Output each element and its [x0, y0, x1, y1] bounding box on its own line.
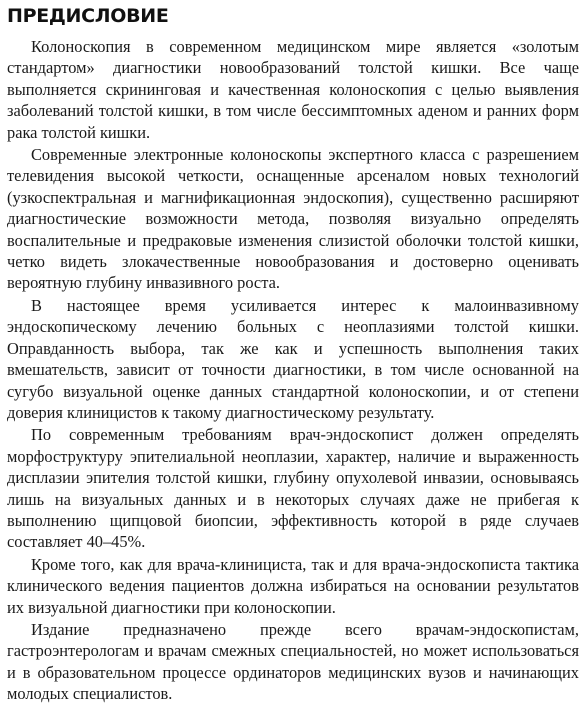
paragraph-3: В настоящее время усиливается интерес к малоинвазивному эндоскопическому лечению больных с неоплазиями толстой кишки. Оправданность выбора, так же как и успешность выполнения таких вмешательств, зависит от точности диагностики, в том числе основанной на сугубо визуальной оценке данных стандартной колоноскопии, и от степени доверия клиницистов к такому диагностическому результату. — [7, 295, 579, 422]
paragraph-5: Кроме того, как для врача-клинициста, так и для врача-эндоскописта тактика клинического ведения пациентов должна избираться на основании результатов их визуальной диагностики при колоноскопии. — [7, 554, 579, 617]
document-page — [7, 4, 579, 706]
paragraph-6: Издание предназначено прежде всего врачам-эндоскопистам, гастроэнтерологам и врачам смежных специальностей, но может использоваться и в образовательном процессе ординаторов медицинских вузов и начинающих молодых специалистов. — [7, 619, 579, 704]
paragraph-1: Колоноскопия в современном медицинском мире является «золотым стандартом» диагностики новообразований толстой кишки. Все чаще выполняется скрининговая и качественная колоноскопия с целью выявления заболеваний толстой кишки, в том числе бессимптомных аденом и ранних форм рака толстой кишки. — [7, 37, 579, 142]
paragraph-2: Современные электронные колоноскопы экспертного класса с разрешением телевидения высокой четкости, оснащенные арсеналом новых технологий (узкоспектральная и магнификационная эндоскопия), существенно расширяют диагностические возможности метода, позволяя визуально определять воспалительные и предраковые изменения слизистой оболочки толстой кишки, четко видеть злокачественные новообразования и достоверно оценивать вероятную глубину инвазивного роста. — [7, 145, 579, 293]
paragraph-4: По современным требованиям врач-эндоскопист должен определять морфоструктуру эпителиальной неоплазии, характер, наличие и выраженность дисплазии эпителия толстой кишки, глубину опухолевой инвазии, основываясь лишь на визуальных данных и в некоторых случаях даже не прибегая к выполнению щипцовой биопсии, эффективность которой в ряде случаев составляет 40–45%. — [7, 425, 579, 552]
page-title: ПРЕДИСЛОВИЕ — [7, 5, 169, 27]
